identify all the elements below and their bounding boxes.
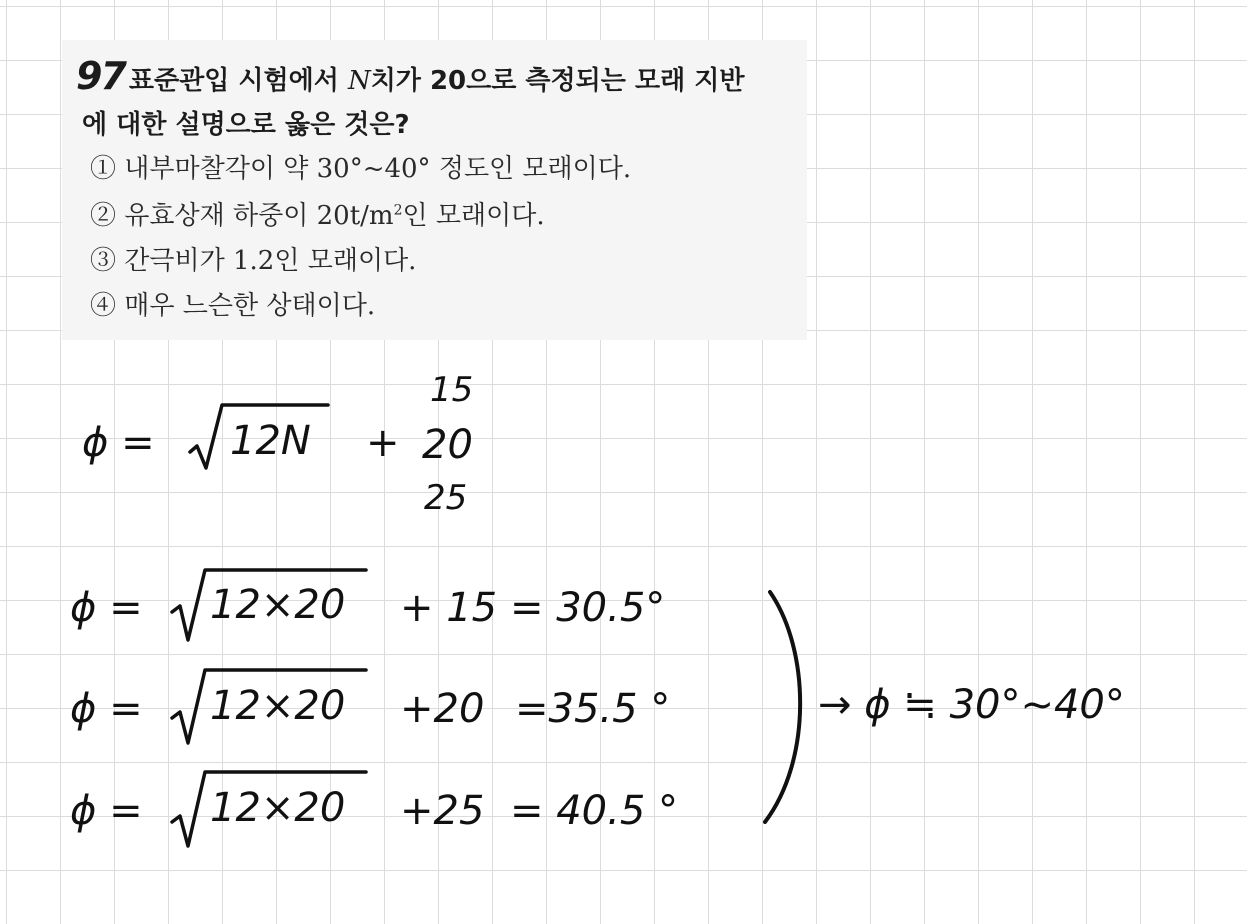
calc-1-result: = 30.5° [510, 585, 666, 631]
question-text-start: 표준관입 시험에서 [128, 66, 348, 96]
option-1: ① 내부마찰각이 약 30°~40° 정도인 모래이다. [90, 154, 632, 184]
formula-option-20: 20 [422, 422, 473, 468]
calc-2-result: =35.5 ° [515, 686, 671, 732]
formula-radicand: 12N [230, 418, 311, 464]
calc-3-result: = 40.5 ° [510, 788, 679, 834]
calc-2-radicand: 12×20 [210, 683, 346, 729]
option-2-pre: ② 유효상재 하중이 20t/m [90, 201, 394, 231]
conclusion: → ϕ ≒ 30°~40° [818, 682, 1125, 728]
calc-3-lhs: ϕ = [70, 788, 143, 834]
formula-option-25: 25 [424, 478, 468, 518]
calc-1-addend: + 15 [400, 585, 498, 631]
question-card [62, 40, 807, 340]
calc-3-addend: +25 [400, 788, 485, 834]
calc-2-addend: +20 [400, 686, 485, 732]
question-line-1 [76, 54, 744, 98]
formula-plus: + [366, 420, 400, 466]
question-variable: N [347, 66, 371, 96]
formula-option-15: 15 [430, 370, 474, 410]
option-2-post: 인 모래이다. [402, 201, 545, 231]
option-2 [90, 195, 545, 232]
calc-3-radicand: 12×20 [210, 785, 346, 831]
calc-1-radicand: 12×20 [210, 582, 346, 628]
question-number: 97 [76, 54, 125, 98]
calc-1-lhs: ϕ = [70, 585, 143, 631]
question-text-rest: 치가 20으로 측정되는 모래 지반 [370, 66, 745, 96]
option-4: ④ 매우 느슨한 상태이다. [90, 291, 376, 321]
formula-lhs: ϕ = [82, 420, 155, 466]
option-3: ③ 간극비가 1.2인 모래이다. [90, 246, 417, 276]
option-2-superscript: 2 [393, 202, 403, 219]
calc-2-lhs: ϕ = [70, 686, 143, 732]
closing-bracket [765, 592, 800, 822]
question-line-2: 에 대한 설명으로 옳은 것은? [82, 110, 410, 140]
